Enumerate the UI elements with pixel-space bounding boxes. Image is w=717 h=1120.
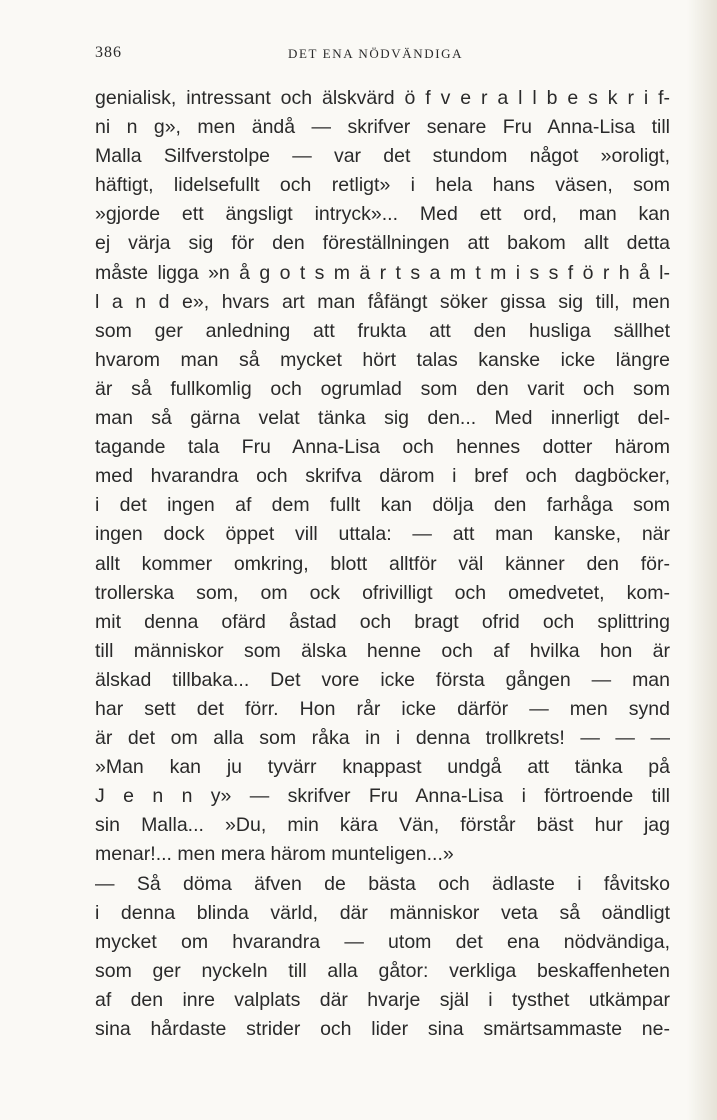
text-line: i denna blinda värld, där människor veta så oändligt	[95, 901, 670, 924]
text-line: tagande tala Fru Anna-Lisa och hennes dotter härom	[95, 436, 670, 459]
text-line: genialisk, intressant och älskvärd ö f v e r a l l b e s k r i f-	[95, 87, 670, 109]
text-line: mycket om hvarandra — utom det ena nödvändiga,	[95, 930, 670, 953]
text-line: ej värja sig för den föreställningen att bakom allt detta	[95, 232, 670, 255]
text-line: måste ligga »n å g o t s m ä r t s a m t m i s s f ö r h å l-	[95, 261, 670, 284]
text-line: allt kommer omkring, blott alltför väl känner den för-	[95, 552, 670, 575]
text-line: är det om alla som råka in i denna trollkrets! — — —	[95, 727, 670, 750]
text-line: — Så döma äfven de bästa och ädlaste i fåvitsko	[95, 872, 670, 895]
text-line: som ger anledning att frukta att den husliga sällhet	[95, 319, 670, 342]
page-number: 386	[95, 44, 122, 61]
text-line: är så fullkomlig och ogrumlad som den varit och som	[95, 377, 670, 400]
text-line: i det ingen af dem fullt kan dölja den farhåga som	[95, 494, 670, 517]
text-line: »gjorde ett ängsligt intryck»... Med ett ord, man kan	[95, 203, 670, 226]
text-line: sina hårdaste strider och lider sina smärtsammaste ne-	[95, 1018, 670, 1040]
text-line: af den inre valplats där hvarje själ i tysthet utkämpar	[95, 988, 670, 1011]
text-line: menar!... men mera härom munteligen...»	[95, 843, 454, 866]
text-line: Malla Silfverstolpe — var det stundom något »oroligt,	[95, 145, 670, 168]
page-gutter-shadow	[687, 0, 717, 1120]
text-line: till människor som älska henne och af hvilka hon är	[95, 639, 670, 662]
text-line: l a n d e», hvars art man fåfängt söker gissa sig till, men	[95, 290, 670, 313]
body-text	[95, 84, 670, 1044]
text-line: älskad tillbaka... Det vore icke första gången — man	[95, 668, 670, 691]
text-line: trollerska som, om ock ofrivilligt och omedvetet, kom-	[95, 581, 670, 604]
text-line: häftigt, lidelsefullt och retligt» i hela hans väsen, som	[95, 174, 670, 197]
text-line: sin Malla... »Du, min kära Vän, förstår bäst hur jag	[95, 814, 670, 837]
text-line: J e n n y» — skrifver Fru Anna-Lisa i förtroende till	[95, 785, 670, 808]
text-line: man så gärna velat tänka sig den... Med innerligt del-	[95, 407, 670, 430]
text-line: ni n g», men ändå — skrifver senare Fru Anna-Lisa till	[95, 116, 670, 139]
running-head: DET ENA NÖDVÄNDIGA	[288, 46, 464, 61]
text-line: har sett det förr. Hon rår icke därför — men synd	[95, 697, 670, 720]
text-line: som ger nyckeln till alla gåtor: verkliga beskaffenheten	[95, 959, 670, 982]
text-line: »Man kan ju tyvärr knappast undgå att tänka på	[95, 756, 670, 779]
text-line: med hvarandra och skrifva därom i bref och dagböcker,	[95, 465, 670, 488]
text-line: mit denna ofärd åstad och bragt ofrid och splittring	[95, 610, 670, 633]
text-line: hvarom man så mycket hört talas kanske icke längre	[95, 348, 670, 371]
text-line: ingen dock öppet vill uttala: — att man kanske, när	[95, 523, 670, 546]
